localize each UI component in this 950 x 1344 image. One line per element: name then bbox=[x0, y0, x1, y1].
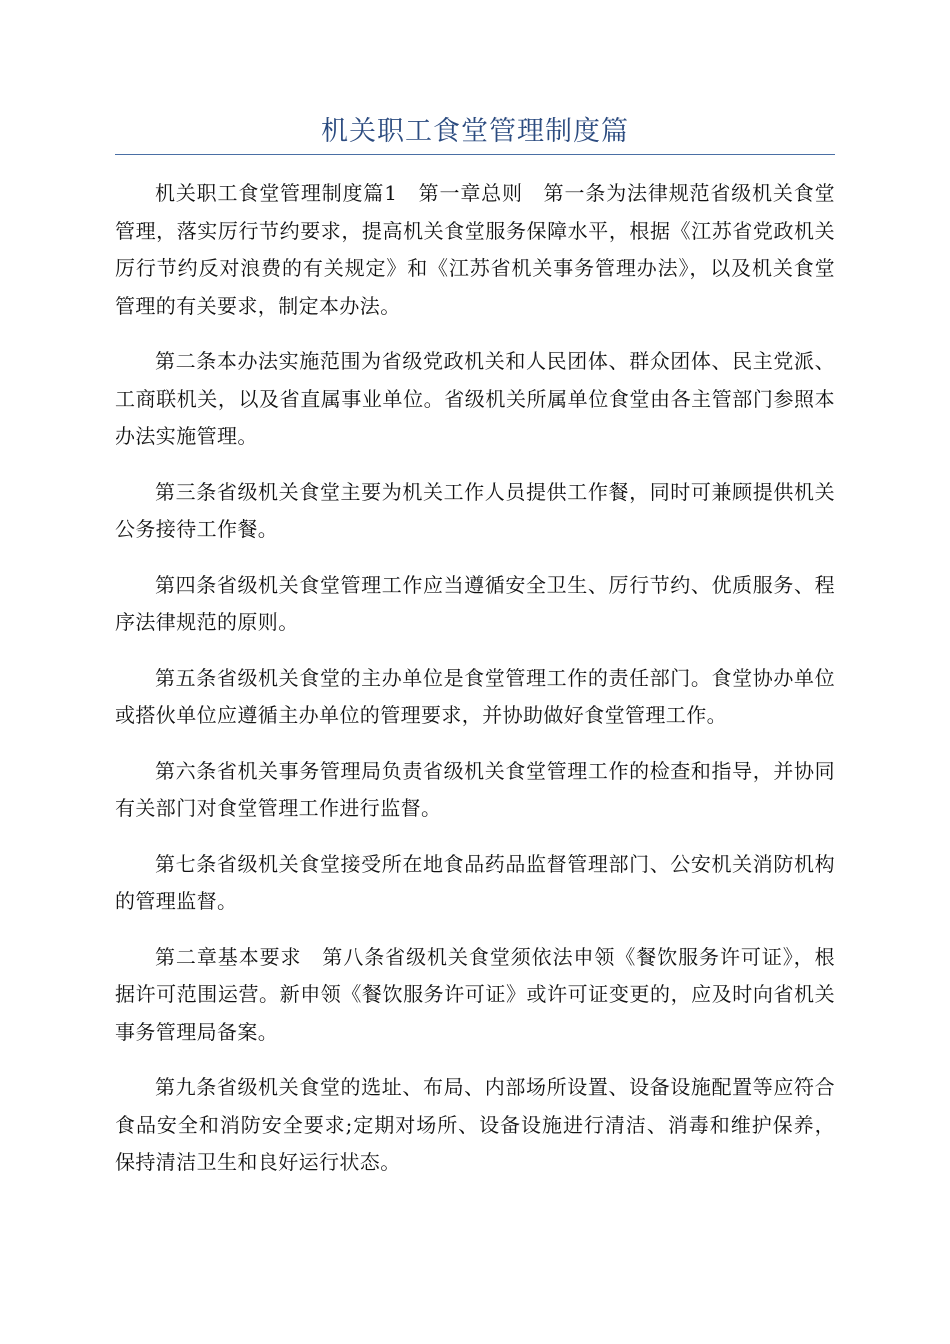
paragraph-7: 第七条省级机关食堂接受所在地食品药品监督管理部门、公安机关消防机构的管理监督。 bbox=[115, 851, 835, 913]
paragraph-5: 第五条省级机关食堂的主办单位是食堂管理工作的责任部门。食堂协办单位或搭伙单位应遵循主办单位的管理要求，并协助做好食堂管理工作。 bbox=[115, 665, 835, 727]
document-body bbox=[115, 175, 835, 1200]
paragraph-2: 第二条本办法实施范围为省级党政机关和人民团体、群众团体、民主党派、工商联机关，以及省直属事业单位。省级机关所属单位食堂由各主管部门参照本办法实施管理。 bbox=[115, 349, 835, 448]
document-title: 机关职工食堂管理制度篇 bbox=[321, 116, 629, 147]
paragraph-1: 机关职工食堂管理制度篇1 第一章总则 第一条为法律规范省级机关食堂管理，落实厉行节约要求，提高机关食堂服务保障水平，根据《江苏省党政机关厉行节约反对浪费的有关规定》和《江苏省机关事务管理办法》，以及机关食堂管理的有关要求，制定本办法。 bbox=[115, 181, 835, 318]
paragraph-6: 第六条省机关事务管理局负责省级机关食堂管理工作的检查和指导，并协同有关部门对食堂管理工作进行监督。 bbox=[115, 758, 835, 820]
paragraph-3: 第三条省级机关食堂主要为机关工作人员提供工作餐，同时可兼顾提供机关公务接待工作餐。 bbox=[115, 479, 835, 541]
paragraph-4: 第四条省级机关食堂管理工作应当遵循安全卫生、厉行节约、优质服务、程序法律规范的原则。 bbox=[115, 572, 835, 634]
title-underline bbox=[115, 154, 835, 155]
paragraph-9: 第九条省级机关食堂的选址、布局、内部场所设置、设备设施配置等应符合食品安全和消防安全要求;定期对场所、设备设施进行清洁、消毒和维护保养，保持清洁卫生和良好运行状态。 bbox=[115, 1075, 835, 1174]
paragraph-8: 第二章基本要求 第八条省级机关食堂须依法申领《餐饮服务许可证》，根据许可范围运营。新申领《餐饮服务许可证》或许可证变更的，应及时向省机关事务管理局备案。 bbox=[115, 944, 835, 1044]
